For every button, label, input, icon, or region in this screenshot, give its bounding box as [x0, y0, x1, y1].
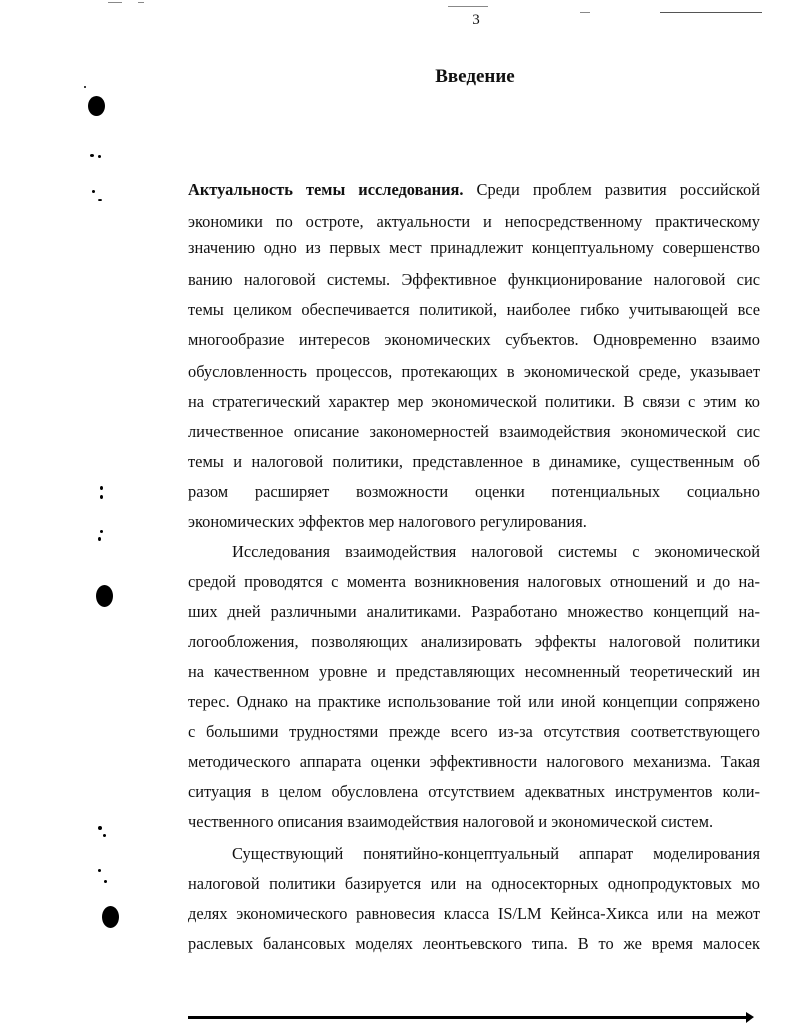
scan-mark [138, 2, 144, 3]
text-line: на качественном уровне и представляющих несомненный теоретический ин [188, 662, 760, 681]
punch-hole-blot [96, 585, 113, 607]
text-line: Актуальность темы исследования. Среди проблем развития российской [188, 180, 760, 199]
scan-speck [98, 869, 101, 872]
text-line: обусловленность процессов, протекающих в экономической среде, указывает [188, 362, 760, 381]
bottom-rule [188, 1016, 746, 1019]
top-rule [660, 12, 762, 13]
scan-speck [98, 199, 102, 201]
punch-hole-blot [88, 96, 105, 116]
scan-speck [103, 834, 106, 837]
text-line: ванию налоговой системы. Эффективное функционирование налоговой сис [188, 270, 760, 289]
section-lead: Актуальность темы исследования. [188, 180, 464, 199]
punch-hole-blot [102, 906, 119, 928]
page-heading: Введение [435, 66, 515, 87]
text-line: темы и налоговой политики, представленное в динамике, существенным об [188, 452, 760, 471]
text-line: Существующий понятийно-концептуальный аппарат моделирования [232, 844, 760, 863]
text-line: ситуация в целом обусловлена отсутствием адекватных инструментов коли- [188, 782, 760, 801]
text-line: значению одно из первых мест принадлежит концептуальному совершенство [188, 238, 760, 257]
text-line: Исследования взаимодействия налоговой системы с экономической [232, 542, 760, 561]
scan-speck [92, 190, 95, 193]
scan-speck [98, 155, 101, 158]
text-line: делях экономического равновесия класса IS/LM Кейнса-Хикса или на межот [188, 904, 760, 923]
scan-mark [448, 6, 488, 7]
scan-mark [580, 12, 590, 13]
text-line: на стратегический характер мер экономической политики. В связи с этим ко [188, 392, 760, 411]
scan-speck [104, 880, 107, 883]
text-line: экономических эффектов мер налогового регулирования. [188, 512, 587, 531]
text-line: личественное описание закономерностей взаимодействия экономической сис [188, 422, 760, 441]
scan-speck [98, 826, 102, 830]
scan-mark [108, 2, 122, 3]
scan-speck [100, 530, 103, 533]
text-line: методического аппарата оценки эффективности налогового механизма. Такая [188, 752, 760, 771]
scan-speck [84, 86, 86, 88]
text-line: раслевых балансовых моделях леонтьевского типа. В то же время малосек [188, 934, 760, 953]
text-line: с большими трудностями прежде всего из-за отсутствия соответствующего [188, 722, 760, 741]
text-line: многообразие интересов экономических субъектов. Одновременно взаимо [188, 330, 760, 349]
text-line: чественного описания взаимодействия налоговой и экономической систем. [188, 812, 714, 831]
scan-speck [100, 495, 103, 499]
text-line: терес. Однако на практике использование той или иной концепции сопряжено [188, 692, 760, 711]
text-line: разом расширяет возможности оценки потенциальных социально [188, 482, 760, 501]
page-number: 3 [472, 12, 480, 28]
scan-speck [90, 154, 94, 157]
text-line: темы целиком обеспечивается политикой, наиболее гибко учитывающей все [188, 300, 760, 319]
text-line: логообложения, позволяющих анализировать эффекты налоговой политики [188, 632, 760, 651]
text-line: налоговой политики базируется или на односекторных однопродуктовых мо [188, 874, 760, 893]
text-line: средой проводятся с момента возникновения налоговых отношений и до на- [188, 572, 760, 591]
text-line: экономики по остроте, актуальности и непосредственному практическому [188, 212, 760, 231]
text-line: ших дней различными аналитиками. Разработано множество концепций на- [188, 602, 760, 621]
scan-speck [100, 486, 103, 490]
scan-speck [98, 537, 101, 541]
